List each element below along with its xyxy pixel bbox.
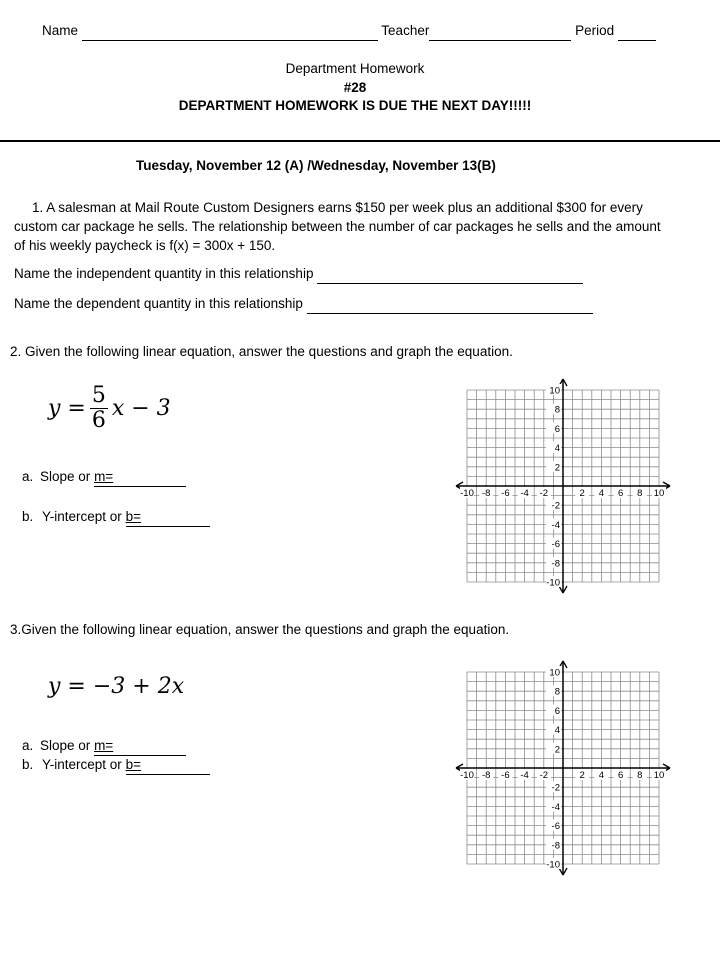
q1-text-line2: custom car package he sells. The relationship between the number of car packages he sells and the amount (14, 219, 661, 234)
q3-y-tick-label: -10 (546, 859, 560, 871)
q2-slope-field[interactable] (94, 468, 186, 487)
homework-number: #28 (343, 80, 367, 95)
q3-x-tick-label: -6 (501, 770, 510, 781)
q2-eq-denominator: 6 (91, 408, 106, 433)
period-label: Period (575, 23, 615, 38)
dependent-label: Name the dependent quantity in this relationship (14, 296, 303, 311)
q3-x-tick-label: -8 (481, 770, 491, 781)
date-line: Tuesday, November 12 (A) /Wednesday, November 13(B) (136, 158, 496, 173)
q2-x-tick-label: -2 (539, 488, 549, 499)
q3-y-tick-label: -2 (551, 782, 560, 794)
q2-y-tick-label: -4 (551, 519, 560, 531)
q2-eq-numerator: 5 (91, 383, 106, 408)
q3-y-tick-label: 6 (554, 705, 560, 717)
q3-slope-blank: m= (94, 738, 114, 753)
q3-x-tick-label: -10 (460, 770, 474, 781)
q3-intercept-label: Y-intercept or (42, 757, 122, 772)
q2-x-tick-label: 2 (579, 488, 585, 499)
q2-intercept-marker: b. (22, 509, 34, 524)
q2-slope-label: Slope or (40, 469, 91, 484)
independent-answer-field[interactable] (317, 265, 583, 284)
q3-intercept-field[interactable] (126, 756, 210, 775)
q2-x-tick-label: 4 (598, 488, 605, 499)
q2-y-tick-label: -8 (551, 558, 560, 570)
q2-y-tick-label: 6 (554, 423, 560, 435)
q3-x-tick-label: 10 (653, 770, 665, 781)
q2-y-tick-label: -10 (546, 577, 560, 589)
q2-intercept-row (22, 508, 210, 527)
q3-slope-field[interactable] (94, 737, 186, 756)
q3-x-tick-label: -2 (539, 770, 549, 781)
q3-slope-marker: a. (22, 738, 34, 753)
department-title: Department Homework (285, 61, 425, 76)
q3-equation: y = −3 + 2x (48, 674, 185, 699)
q3-y-tick-label: 8 (554, 686, 560, 698)
q1-dependent-row (14, 295, 593, 314)
q3-y-tick-label: 10 (549, 667, 560, 679)
q2-x-tick-label: 10 (653, 488, 665, 499)
q2-equation (48, 384, 171, 433)
q3-x-tick-label: 4 (598, 770, 605, 781)
header-divider (0, 140, 720, 142)
q2-y-tick-label: 8 (554, 404, 560, 416)
q2-y-tick-label: 2 (554, 462, 560, 474)
q3-y-tick-label: 2 (554, 744, 560, 756)
q2-slope-row (22, 468, 186, 487)
q3-slope-row (22, 737, 186, 756)
q2-prompt: 2. Given the following linear equation, answer the questions and graph the equation. (10, 344, 513, 359)
q3-intercept-row (22, 756, 210, 775)
q2-x-tick-label: -8 (481, 488, 491, 499)
q2-x-tick-label: -10 (460, 488, 474, 499)
q3-prompt: 3.Given the following linear equation, answer the questions and graph the equation. (10, 622, 510, 637)
q3-x-tick-label: 2 (579, 770, 585, 781)
q2-eq-fraction (90, 384, 108, 433)
q2-intercept-label: Y-intercept or (42, 509, 122, 524)
q3-x-tick-label: 6 (617, 770, 624, 781)
q3-intercept-marker: b. (22, 757, 34, 772)
q2-intercept-field[interactable] (126, 508, 210, 527)
name-label: Name (42, 23, 79, 38)
due-notice: DEPARTMENT HOMEWORK IS DUE THE NEXT DAY!!!!! (178, 98, 532, 113)
q2-x-tick-label: 8 (637, 488, 643, 499)
q2-coordinate-grid[interactable] (455, 378, 675, 600)
q3-y-tick-label: -6 (551, 821, 560, 833)
teacher-field[interactable] (429, 22, 571, 41)
dependent-answer-field[interactable] (307, 295, 593, 314)
q2-y-tick-label: 4 (554, 443, 560, 455)
q3-y-tick-label: 4 (554, 725, 560, 737)
q2-eq-rhs: x − 3 (111, 396, 171, 421)
q3-slope-label: Slope or (40, 738, 91, 753)
q3-y-tick-label: -4 (551, 801, 560, 813)
q2-eq-lhs: y = (48, 396, 86, 421)
q3-y-tick-label: -8 (551, 840, 560, 852)
q3-x-tick-label: -4 (520, 770, 529, 781)
period-field[interactable] (618, 22, 656, 41)
header-line (42, 22, 656, 41)
q1-text-line1: 1. A salesman at Mail Route Custom Designers earns $150 per week plus an additional $300 for every (32, 200, 643, 215)
q2-x-tick-label: -6 (501, 488, 510, 499)
name-field[interactable] (82, 22, 378, 41)
independent-label: Name the independent quantity in this relationship (14, 266, 314, 281)
q3-coordinate-grid[interactable] (455, 660, 675, 882)
q2-y-tick-label: -2 (551, 500, 560, 512)
teacher-label: Teacher (381, 23, 430, 38)
q2-y-tick-label: -6 (551, 539, 560, 551)
q2-x-tick-label: -4 (520, 488, 529, 499)
q3-x-tick-label: 8 (637, 770, 643, 781)
q1-text-line3: of his weekly paycheck is f(x) = 300x + 150. (14, 238, 276, 253)
q2-y-tick-label: 10 (549, 385, 560, 397)
q3-intercept-blank: b= (125, 757, 141, 772)
q2-slope-marker: a. (22, 469, 34, 484)
q2-intercept-blank: b= (125, 509, 141, 524)
q2-slope-blank: m= (94, 469, 114, 484)
q1-independent-row (14, 265, 583, 284)
q2-x-tick-label: 6 (617, 488, 624, 499)
